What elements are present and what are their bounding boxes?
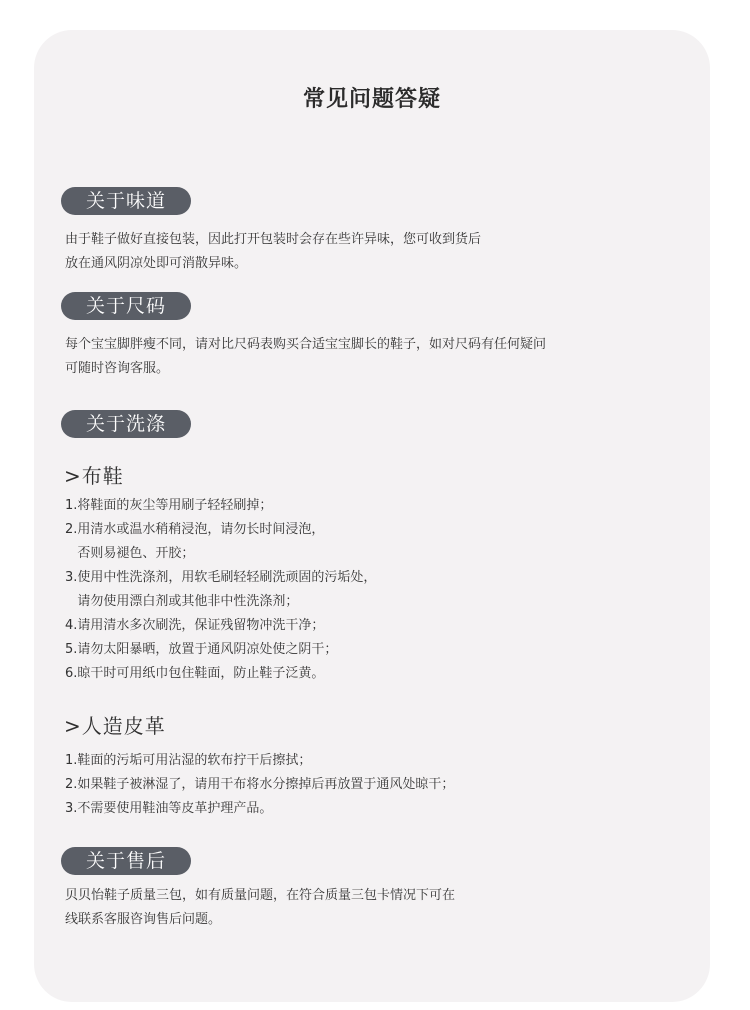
list-item: 4.请用清水多次刷洗，保证残留物冲洗干净； [65,618,325,633]
list-item: 3.使用中性洗涤剂，用软毛刷轻轻刷洗顽固的污垢处， [65,570,377,585]
list-item: 1.将鞋面的灰尘等用刷子轻轻刷掉； [65,498,273,513]
subheading-artificial-leather: >人造皮革 [64,714,166,738]
list-item: 1.鞋面的污垢可用沾湿的软布拧干后擦拭； [65,753,312,768]
aftersales-line: 线联系客服咨询售后问题。 [65,912,222,927]
list-item: 否则易褪色、开胶； [65,546,195,561]
smell-line: 放在通风阴凉处即可消散异味。 [65,256,248,271]
smell-line: 由于鞋子做好直接包装，因此打开包装时会存在些许异味，您可收到货后 [65,232,482,247]
section-heading-aftersales: 关于售后 [61,847,191,875]
smell-paragraph [65,228,481,276]
section-heading-size: 关于尺码 [61,292,191,320]
aftersales-paragraph [65,884,455,932]
list-item: 3.不需要使用鞋油等皮革护理产品。 [65,801,273,816]
list-item: 请勿使用漂白剂或其他非中性洗涤剂； [65,594,299,609]
list-item: 2.用清水或温水稍稍浸泡，请勿长时间浸泡， [65,522,325,537]
list-item: 6.晾干时可用纸巾包住鞋面，防止鞋子泛黄。 [65,666,325,681]
list-item: 5.请勿太阳暴晒，放置于通风阴凉处使之阴干； [65,642,338,657]
section-heading-washing: 关于洗涤 [61,410,191,438]
section-heading-smell: 关于味道 [61,187,191,215]
leather-care-list [65,749,454,821]
list-item: 2.如果鞋子被淋湿了，请用干布将水分擦掉后再放置于通风处晾干； [65,777,455,792]
size-line: 可随时咨询客服。 [65,361,170,376]
size-line: 每个宝宝脚胖瘦不同，请对比尺码表购买合适宝宝脚长的鞋子，如对尺码有任何疑问 [65,337,547,352]
page-title: 常见问题答疑 [302,87,441,112]
cloth-care-list [65,494,376,686]
aftersales-line: 贝贝怡鞋子质量三包，如有质量问题，在符合质量三包卡情况下可在 [65,888,456,903]
size-paragraph [65,333,546,381]
subheading-cloth-shoes: >布鞋 [64,464,124,488]
faq-card [34,30,710,1002]
